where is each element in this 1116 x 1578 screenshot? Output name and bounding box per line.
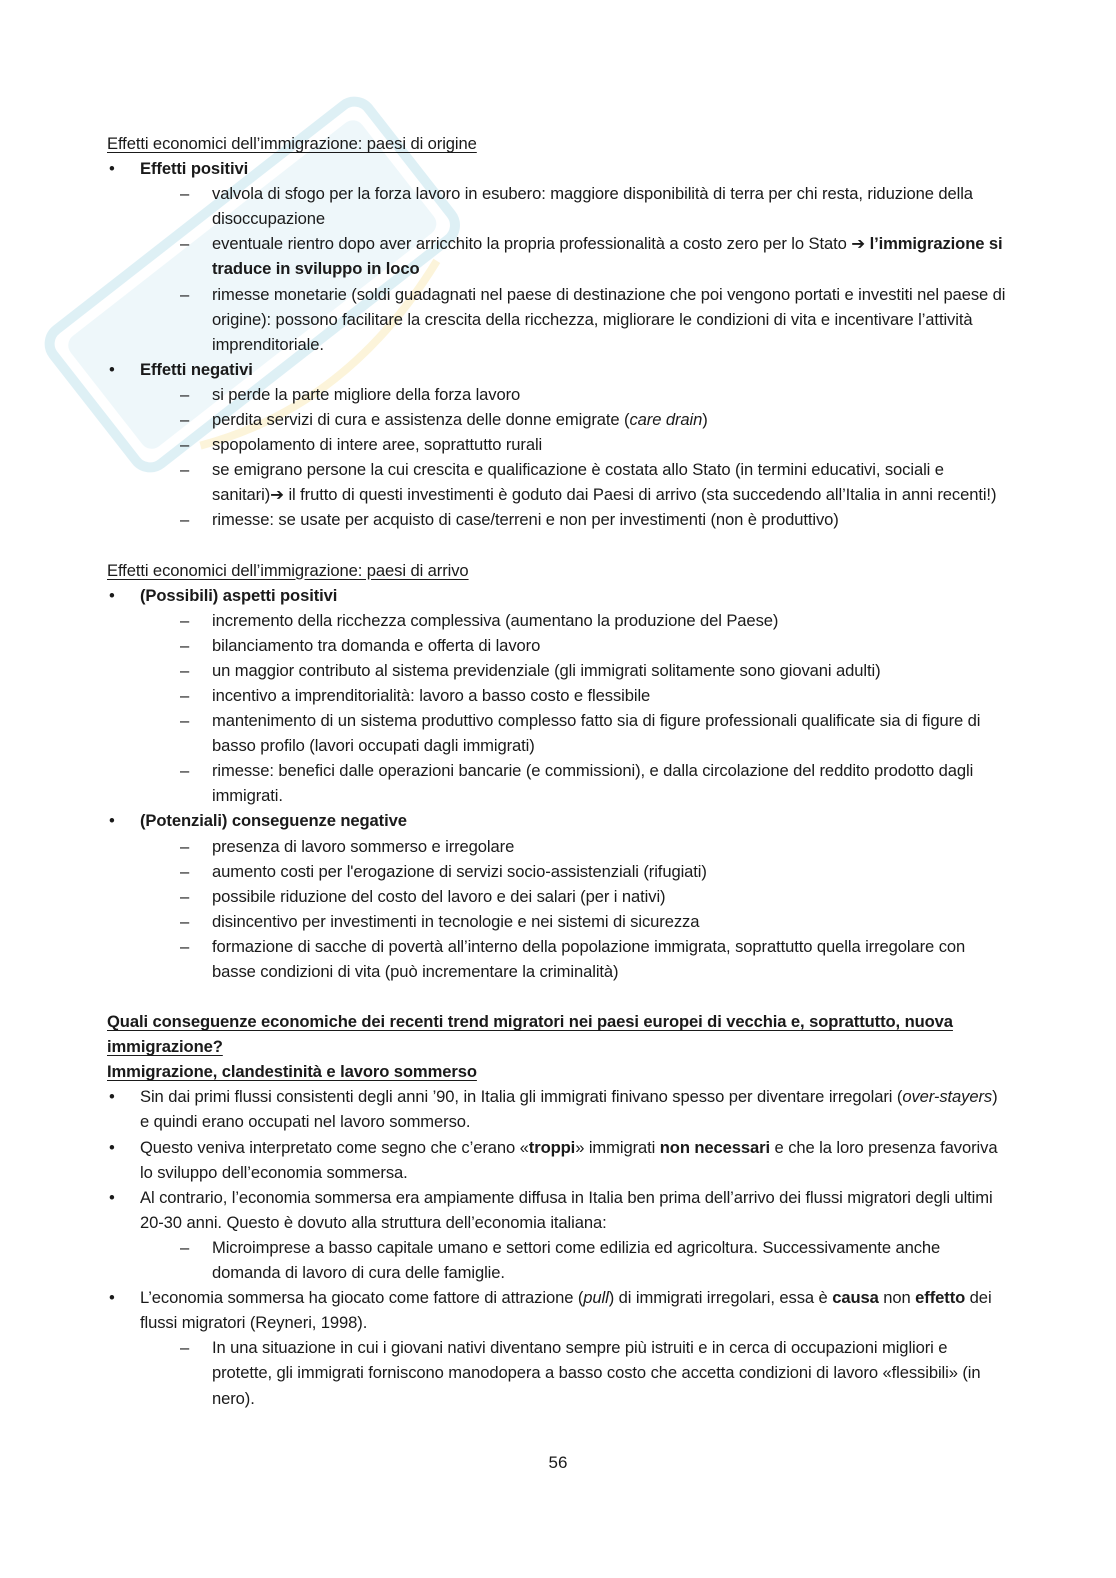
list-item: – bilanciamento tra domanda e offerta di lavoro <box>140 633 1007 658</box>
list-item: – presenza di lavoro sommerso e irregolare <box>140 834 1007 859</box>
document-page <box>107 131 1007 1411</box>
question-heading: Quali conseguenze economiche dei recenti trend migratori nei paesi europei di vecchia e, soprattutto, nuova immigrazione? <box>107 1012 953 1057</box>
group-heading: Effetti positivi <box>140 159 249 179</box>
list-item: – rimesse: se usate per acquisto di case/terreni e non per investimenti (non è produttivo) <box>140 507 1007 532</box>
group-heading: (Potenziali) conseguenze negative <box>140 811 407 831</box>
list-item: • Sin dai primi flussi consistenti degli anni ’90, in Italia gli immigrati finivano spesso per diventare irregolari (over-stayers) e quindi erano occupati nel lavoro sommerso. <box>107 1084 1007 1134</box>
list-item <box>107 808 1007 984</box>
arrival-list <box>107 583 1007 985</box>
list-item: – mantenimento di un sistema produttivo complesso fatto sia di figure professionali qualificate sia di figure di basso profilo (lavori occupati dagli immigrati) <box>140 708 1007 758</box>
list-item: – possibile riduzione del costo del lavoro e dei salari (per i nativi) <box>140 884 1007 909</box>
list-item: – eventuale rientro dopo aver arricchito la propria professionalità a costo zero per lo Stato ➔ l’immigrazione si traduce in sviluppo in loco <box>140 231 1007 281</box>
clandestinity-list <box>107 1084 1007 1410</box>
list-item: – incentivo a imprenditorialità: lavoro a basso costo e flessibile <box>140 683 1007 708</box>
list-item <box>107 583 1007 809</box>
list-item: – rimesse monetarie (soldi guadagnati nel paese di destinazione che poi vengono portati e investiti nel paese di origine): possono facilitare la crescita della ricchezza, migliorare le condizioni di vita e incentivare l’attività imprenditoriale. <box>140 282 1007 357</box>
group-heading: (Possibili) aspetti positivi <box>140 585 338 605</box>
list-item: • Al contrario, l’economia sommersa era ampiamente diffusa in Italia ben prima dell’arrivo dei flussi migratori degli ultimi 20-30 anni. Questo è dovuto alla struttura dell’economia italiana: – Microimprese a basso capitale umano e settori come edilizia ed agricoltura. Successivamente anche domanda di lavoro di cura delle famiglie. <box>107 1185 1007 1285</box>
section-title-arrival: Effetti economici dell’immigrazione: paesi di arrivo <box>107 560 469 580</box>
list-item: – incremento della ricchezza complessiva (aumentano la produzione del Paese) <box>140 608 1007 633</box>
list-item: – Microimprese a basso capitale umano e settori come edilizia ed agricoltura. Successivamente anche domanda di lavoro di cura delle famiglie. <box>140 1235 1007 1285</box>
list-item: – perdita servizi di cura e assistenza delle donne emigrate (care drain) <box>140 407 1007 432</box>
list-item: – disincentivo per investimenti in tecnologie e nei sistemi di sicurezza <box>140 909 1007 934</box>
list-item: – In una situazione in cui i giovani nativi diventano sempre più istruiti e in cerca di occupazioni migliori e protette, gli immigrati forniscono manodopera a basso costo che accetta condizioni di lavoro «flessibili» (in nero). <box>140 1335 1007 1410</box>
list-item: – rimesse: benefici dalle operazioni bancarie (e commissioni), e dalla circolazione del reddito prodotto dagli immigrati. <box>140 758 1007 808</box>
arrow-right-icon: ➔ <box>270 485 284 505</box>
list-item <box>107 357 1007 533</box>
list-item <box>107 156 1007 357</box>
section-title-origin: Effetti economici dell’immigrazione: paesi di origine <box>107 134 477 153</box>
list-item: – spopolamento di intere aree, soprattutto rurali <box>140 432 1007 457</box>
list-item: – si perde la parte migliore della forza lavoro <box>140 382 1007 407</box>
origin-list <box>107 156 1007 532</box>
list-item: • Questo veniva interpretato come segno che c’erano «troppi» immigrati non necessari e che la loro presenza favoriva lo sviluppo dell’economia sommersa. <box>107 1135 1007 1185</box>
page-number: 56 <box>548 1453 568 1472</box>
list-item: – un maggior contributo al sistema previdenziale (gli immigrati solitamente sono giovani adulti) <box>140 658 1007 683</box>
group-heading: Effetti negativi <box>140 359 253 379</box>
list-item: • L’economia sommersa ha giocato come fattore di attrazione (pull) di immigrati irregolari, essa è causa non effetto dei flussi migratori (Reyneri, 1998). – In una situazione in cui i giovani nativi diventano sempre più istruiti e in cerca di occupazioni migliori e protette, gli immigrati forniscono manodopera a basso costo che accetta condizioni di lavoro «flessibili» (in nero). <box>107 1285 1007 1410</box>
list-item: – se emigrano persone la cui crescita e qualificazione è costata allo Stato (in termini educativi, sociali e sanitari)➔ il frutto di questi investimenti è goduto dai Paesi di arrivo (sta succedendo all’Italia in anni recenti!) <box>140 457 1007 507</box>
list-item: – valvola di sfogo per la forza lavoro in esubero: maggiore disponibilità di terra per chi resta, riduzione della disoccupazione <box>140 181 1007 231</box>
list-item: – aumento costi per l'erogazione di servizi socio-assistenziali (rifugiati) <box>140 859 1007 884</box>
subsection-title: Immigrazione, clandestinità e lavoro sommerso <box>107 1062 477 1082</box>
arrow-right-icon: ➔ <box>851 234 866 254</box>
list-item: – formazione di sacche di povertà all’interno della popolazione immigrata, soprattutto quella irregolare con basse condizioni di vita (può incrementare la criminalità) <box>140 934 1007 984</box>
